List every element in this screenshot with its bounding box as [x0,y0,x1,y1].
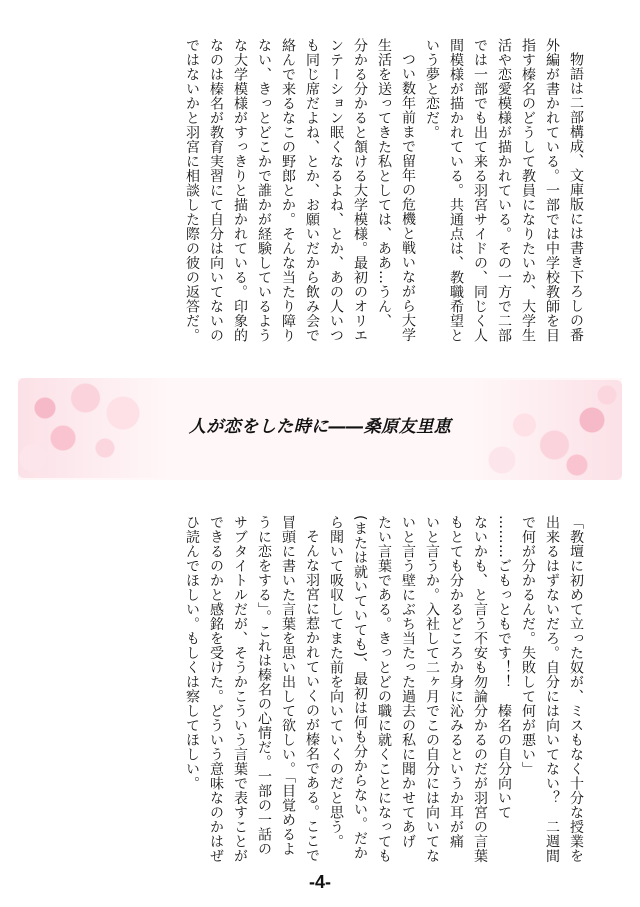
text-line: (または就いていても)、最初は何も分からない。だか [352,515,368,861]
text-line: つい数年前まで留年の危機と戦いながら大学 [400,52,416,342]
text-line: では一部でも出て来る羽宮サイドの、同じく人 [472,38,488,343]
text-line: ………ごもっともです！！ 榛名の自分向いて [496,515,512,820]
text-line: 「教壇に初めて立った奴が、ミスもなく十分な授業を [568,515,584,863]
text-line: 生活を送ってきた私としては、ああ…うん、 [376,38,392,328]
review-text-bottom [180,515,588,863]
text-line: 物語は二部構成、文庫版には書き下ろしの番 [568,52,584,342]
text-line: いと言うか。入社して二ヶ月でこの自分には向いてな [424,515,440,863]
text-line: いう夢と恋だ。 [424,38,440,140]
text-line: なのは榛名が教育実習にて自分は向いてないの [208,38,224,343]
text-line: 活や恋愛模様が描かれている。その一方で二部 [496,38,512,343]
text-line: うに恋をする」。これは榛名の心情だ。一部の一話の [256,515,272,856]
text-line: 外編が書かれている。一部では中学校教師を目 [544,38,560,343]
text-line: ンテーション眠くなるよね、とか、あの人いつ [328,38,344,343]
text-line: サブタイトルだが、そうかこういう言葉で表すことが [232,515,248,863]
text-line: 分かる分かると頷ける大学模様。最初のオリエ [352,38,368,343]
text-line: で何が分かるんだ。失敗して何が悪い」 [520,515,536,776]
text-line: ないかも、と言う不安も勿論分かるのだが羽宮の言葉 [472,515,488,863]
review-text-top [180,38,588,364]
text-line: ではないかと羽宮に相談した際の彼の返答だ。 [184,38,200,343]
page-number: -4- [309,872,331,892]
text-line: ない、きっとどこかで誰かが経験しているよう [256,38,272,343]
text-line: いと言う壁にぶち当たった過去の私に聞かせてあげ [400,515,416,849]
text-line: な大学模様がすっきりと描かれている。印象的 [232,38,248,343]
section-heading: 人が恋をした時に――桑原友里恵 [188,417,452,437]
text-line: 出来るはずないだろ。自分には向いてない？ 二週間 [544,515,560,863]
text-line: 指す榛名のどうして教員になりたいか、大学生 [520,38,536,343]
text-line: ら聞いて吸収してまた前を向いていくのだと思う。 [328,515,344,849]
text-line: ひ読んでほしい。もしくは察してほしい。 [184,515,200,791]
text-line: 間模様が描かれている。共通点は、教職希望と [448,38,464,343]
text-line: そんな羽宮に惹かれていくのが榛名である。ここで [304,529,320,863]
text-line: 冒頭に書いた言葉を思い出して欲しい。「目覚めるよ [280,515,296,856]
text-line: 絡んで来るなこの野郎とか。そんな当たり障り [280,38,296,343]
text-line: たい言葉である。きっとどの職に就くことになっても [376,515,392,863]
text-line: も同じ席だよね、とか、お願いだから飲み会で [304,38,320,343]
text-line: できるのかと感銘を受けた。どういう意味なのかはぜ [208,515,224,863]
text-line: もとても分かるどころか身に沁みるというか耳が痛 [448,515,464,849]
